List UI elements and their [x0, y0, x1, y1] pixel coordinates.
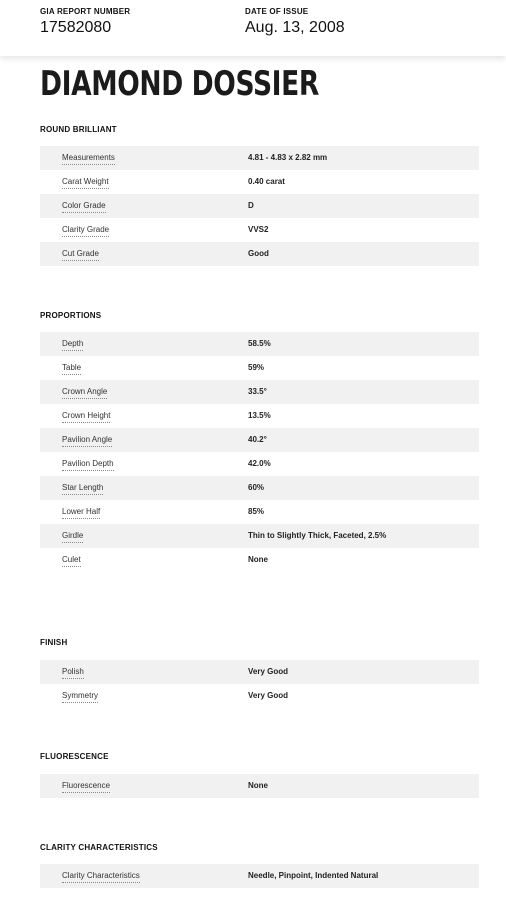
- row-value: Very Good: [248, 667, 289, 676]
- row-label[interactable]: Lower Half: [62, 507, 100, 519]
- table-row: [40, 548, 479, 572]
- row-value: 13.5%: [248, 411, 271, 420]
- section-title-fluorescence: FLUORESCENCE: [40, 752, 109, 761]
- row-label[interactable]: Color Grade: [62, 201, 106, 213]
- row-value: 60%: [248, 483, 265, 492]
- row-value: Needle, Pinpoint, Indented Natural: [248, 871, 379, 880]
- row-value: None: [248, 555, 268, 564]
- table-row: [40, 476, 479, 500]
- row-value: Thin to Slightly Thick, Faceted, 2.5%: [248, 531, 387, 540]
- row-value: 85%: [248, 507, 265, 516]
- section-title-clarity: CLARITY CHARACTERISTICS: [40, 843, 158, 852]
- row-label[interactable]: Star Length: [62, 483, 103, 495]
- date-of-issue: Aug. 13, 2008: [245, 19, 345, 36]
- row-value: 59%: [248, 363, 265, 372]
- row-label[interactable]: Clarity Grade: [62, 225, 109, 237]
- row-value: Very Good: [248, 691, 289, 700]
- row-value: 0.40 carat: [248, 177, 285, 186]
- row-value: VVS2: [248, 225, 269, 234]
- date-of-issue-label: DATE OF ISSUE: [245, 7, 309, 16]
- row-label[interactable]: Measurements: [62, 153, 115, 165]
- row-label[interactable]: Cut Grade: [62, 249, 99, 261]
- row-value: D: [248, 201, 254, 210]
- date-of-issue-block: [245, 7, 345, 38]
- section-title-finish: FINISH: [40, 638, 68, 647]
- report-header: [0, 0, 506, 56]
- row-label[interactable]: Carat Weight: [62, 177, 109, 189]
- table-row: [40, 356, 479, 380]
- row-label[interactable]: Fluorescence: [62, 781, 110, 793]
- row-label[interactable]: Symmetry: [62, 691, 98, 703]
- row-label[interactable]: Depth: [62, 339, 83, 351]
- row-value: 58.5%: [248, 339, 271, 348]
- table-row: [40, 684, 479, 708]
- table-row: [40, 194, 479, 218]
- report-number-block: [40, 7, 130, 38]
- row-label[interactable]: Pavilion Depth: [62, 459, 114, 471]
- table-row: [40, 146, 479, 170]
- row-value: 42.0%: [248, 459, 271, 468]
- table-row: [40, 500, 479, 524]
- table-row: [40, 452, 479, 476]
- table-row: [40, 428, 479, 452]
- table-row: [40, 774, 479, 798]
- table-row: [40, 332, 479, 356]
- row-value: 40.2°: [248, 435, 267, 444]
- table-row: [40, 864, 479, 888]
- page-title: DIAMOND DOSSIER: [40, 64, 319, 104]
- table-row: [40, 170, 479, 194]
- row-value: None: [248, 781, 268, 790]
- table-row: [40, 380, 479, 404]
- table-row: [40, 242, 479, 266]
- table-row: [40, 660, 479, 684]
- report-number: 17582080: [40, 19, 112, 36]
- table-row: [40, 404, 479, 428]
- row-value: 4.81 - 4.83 x 2.82 mm: [248, 153, 328, 162]
- row-label[interactable]: Table: [62, 363, 81, 375]
- row-label[interactable]: Polish: [62, 667, 84, 679]
- table-row: [40, 524, 479, 548]
- section-title-shape: ROUND BRILLIANT: [40, 125, 117, 134]
- row-label[interactable]: Girdle: [62, 531, 83, 543]
- section-title-proportions: PROPORTIONS: [40, 311, 102, 320]
- row-label[interactable]: Pavilion Angle: [62, 435, 112, 447]
- row-value: 33.5°: [248, 387, 267, 396]
- row-label[interactable]: Crown Angle: [62, 387, 107, 399]
- row-value: Good: [248, 249, 269, 258]
- table-row: [40, 218, 479, 242]
- row-label[interactable]: Culet: [62, 555, 81, 567]
- row-label[interactable]: Crown Height: [62, 411, 110, 423]
- row-label[interactable]: Clarity Characteristics: [62, 871, 140, 883]
- report-number-label: GIA REPORT NUMBER: [40, 7, 131, 16]
